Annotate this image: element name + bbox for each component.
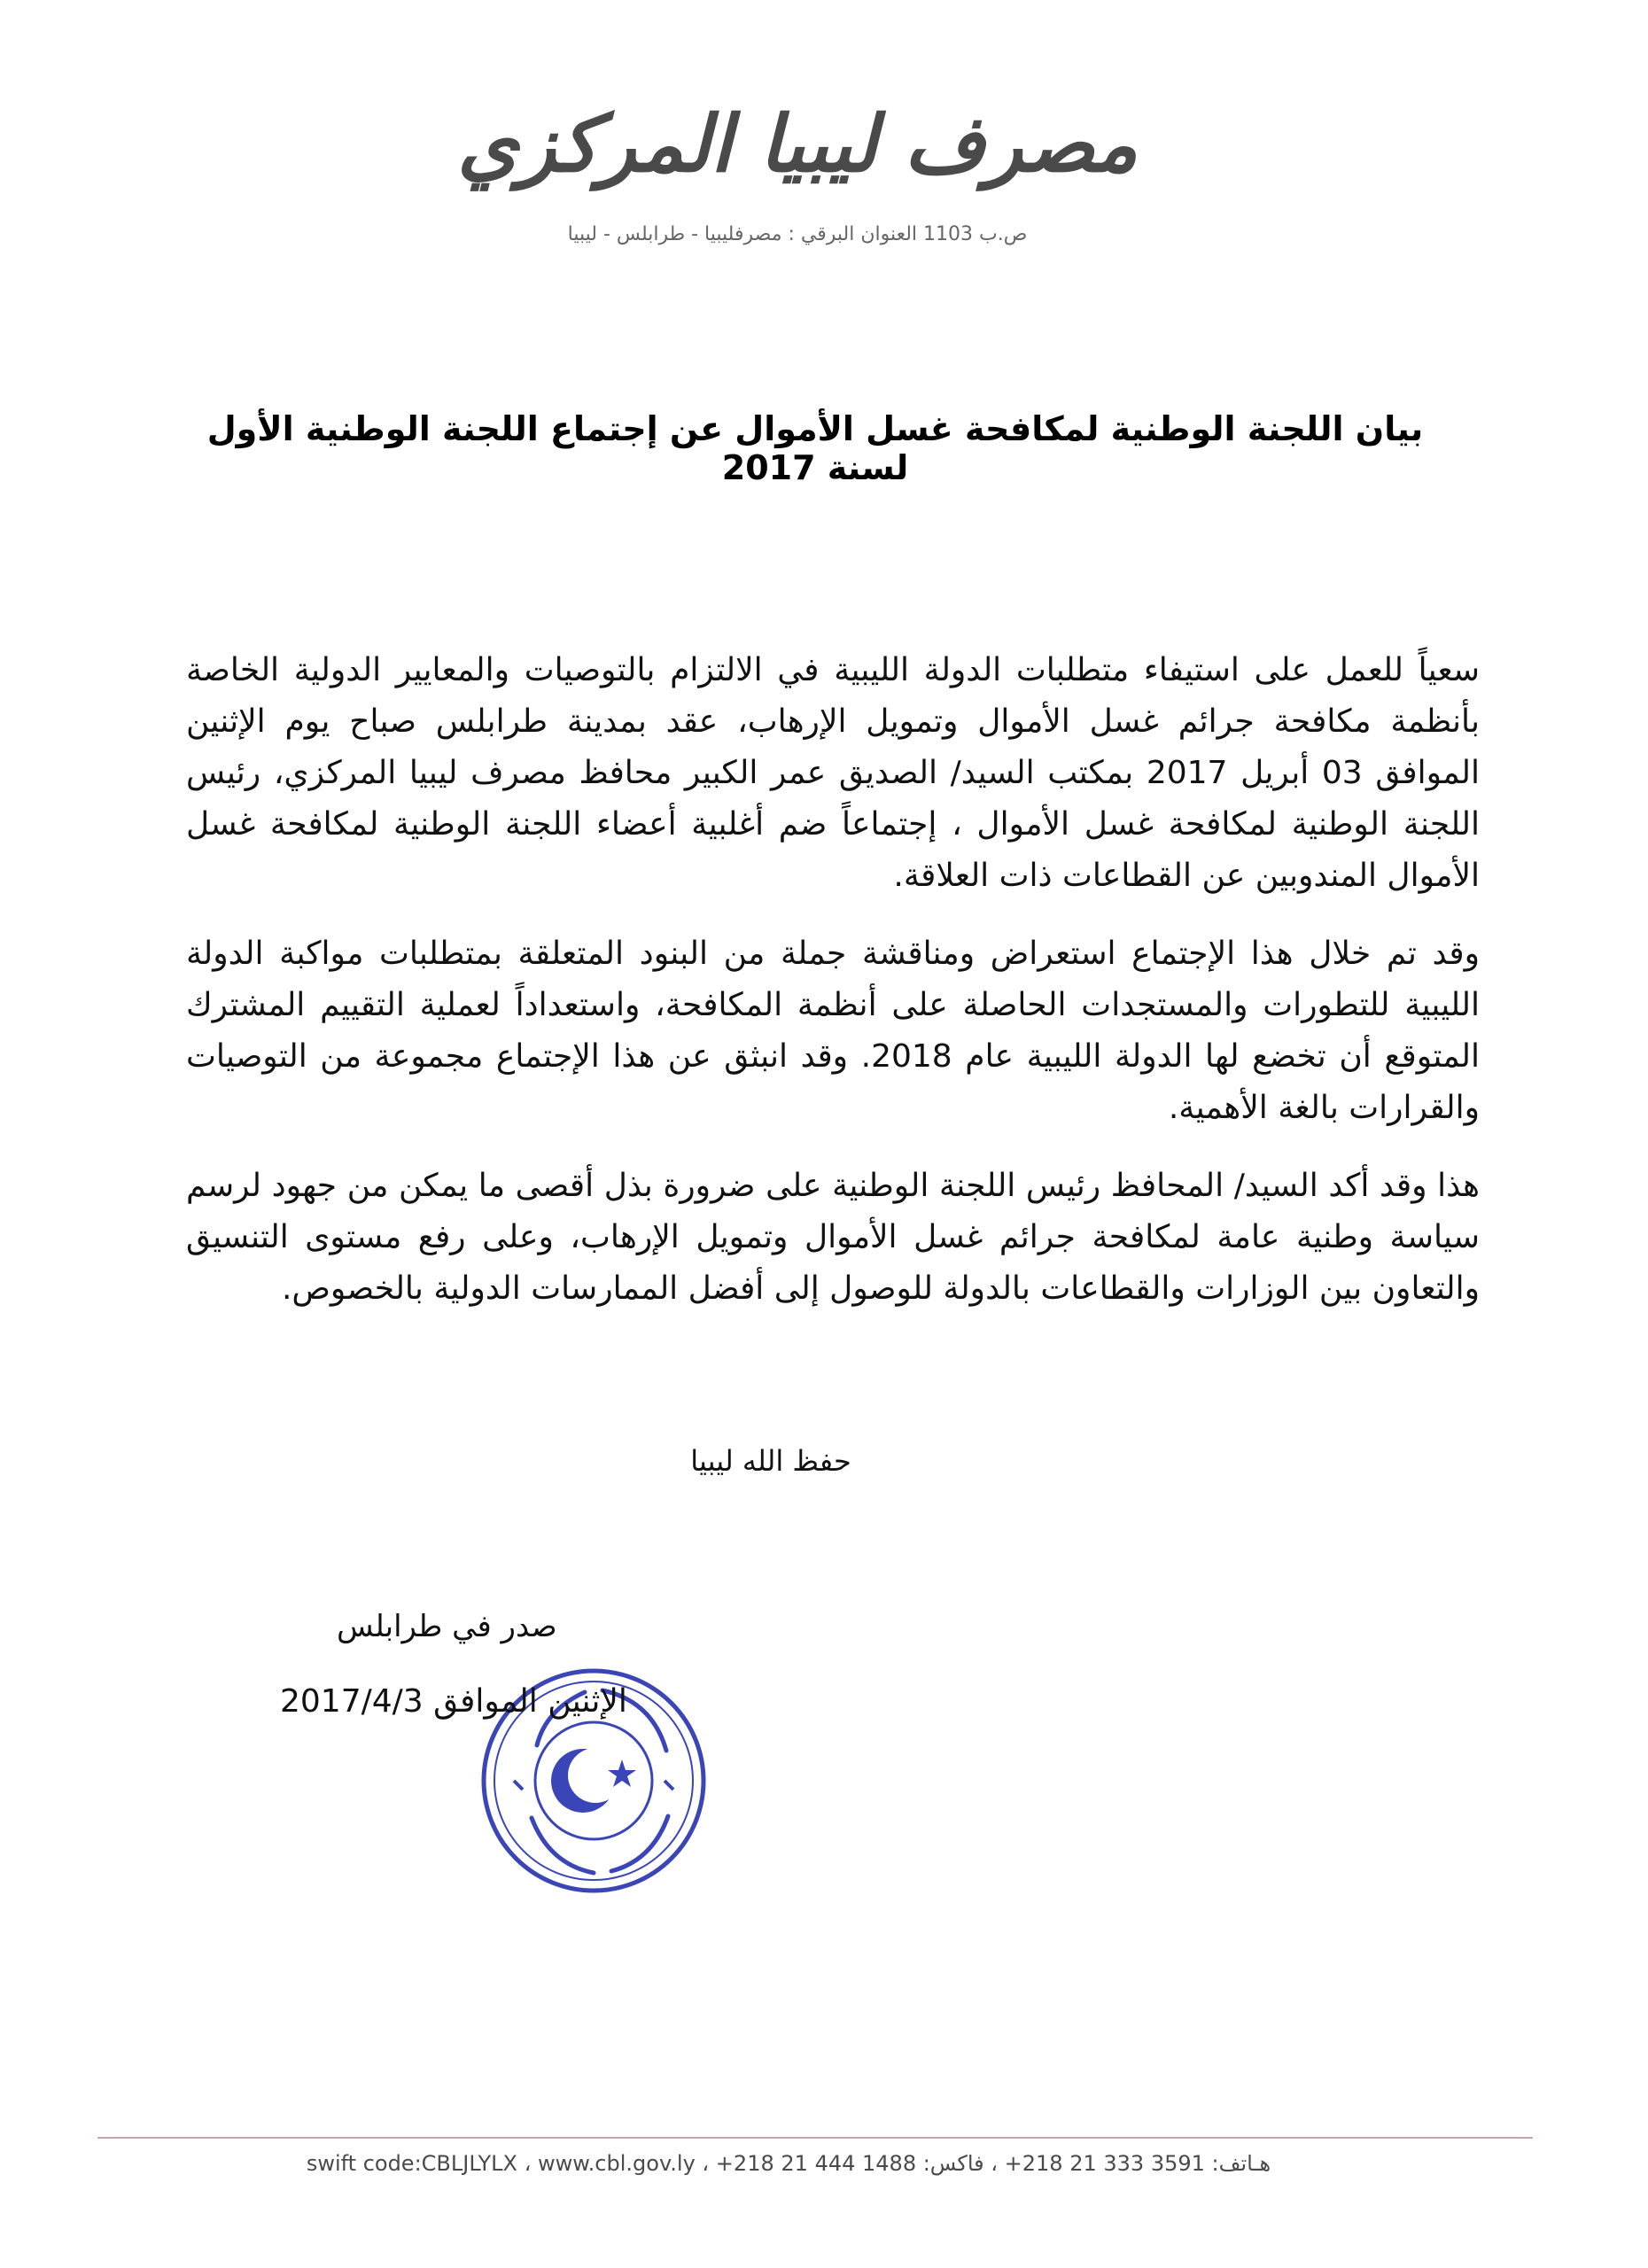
closing-phrase: حفظ الله ليبيا	[690, 1444, 851, 1478]
footer-divider	[97, 2137, 1533, 2139]
document-body	[186, 645, 1480, 1341]
paragraph-1: سعياً للعمل على استيفاء متطلبات الدولة الليبية في الالتزام بالتوصيات والمعايير الدولية الخاصة بأنظمة مكافحة جرائم غسل الأموال وتمويل الإرهاب، عقد بمدينة طرابلس صباح يوم الإثنين الموافق 03 أبريل 2017 بمكتب السيد/ الصديق عمر الكبير محافظ مصرف ليبيا المركزي، رئيس اللجنة الوطنية لمكافحة غسل الأموال ، إجتماعاً ضم أغلبية أعضاء اللجنة الوطنية لمكافحة غسل الأموال المندوبين عن القطاعات ذات العلاقة.	[186, 652, 1480, 894]
central-bank-logo: مصرف ليبيا المركزي	[457, 97, 1138, 190]
document-title: بيان اللجنة الوطنية لمكافحة غسل الأموال عن إجتماع اللجنة الوطنية الأول لسنة 2017	[206, 409, 1424, 487]
issued-place: صدر في طرابلس	[337, 1609, 557, 1644]
paragraph-3: هذا وقد أكد السيد/ المحافظ رئيس اللجنة الوطنية على ضرورة بذل أقصى ما يمكن من جهود لرسم سياسة وطنية عامة لمكافحة جرائم غسل الأموال وتمويل الإرهاب، وعلى رفع مستوى التنسيق والتعاون بين الوزارات والقطاعات بالدولة للوصول إلى أفضل الممارسات الدولية بالخصوص.	[186, 1168, 1480, 1307]
issued-date: الإثنين الموافق 2017/4/3	[280, 1683, 627, 1720]
letterhead-address: ص.ب 1103 العنوان البرقي : مصرفليبيا - طرابلس - ليبيا	[567, 223, 1028, 245]
paragraph-2: وقد تم خلال هذا الإجتماع استعراض ومناقشة جملة من البنود المتعلقة بمتطلبات مواكبة الدولة الليبية للتطورات والمستجدات الحاصلة على أنظمة المكافحة، واستعداداً لعملية التقييم المشترك المتوقع أن تخضع لها الدولة الليبية عام 2018. وقد انبثق عن هذا الإجتماع مجموعة من التوصيات والقرارات بالغة الأهمية.	[186, 936, 1480, 1126]
footer-contact-info: هـاتف: 3591 333 21 218+ ، فاكس: 1488 444 21 218+ ، swift code:CBLJLYLX ، www.cbl.gov.ly	[306, 2151, 1271, 2176]
letterhead	[0, 97, 1648, 245]
